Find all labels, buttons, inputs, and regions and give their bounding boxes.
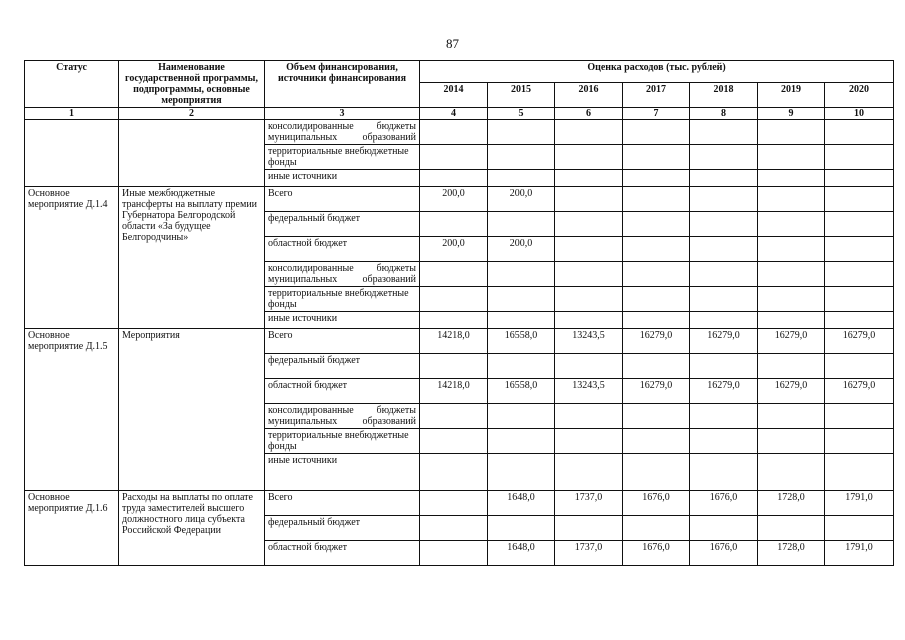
- value-cell: [555, 516, 623, 541]
- header-estimate: Оценка расходов (тыс. рублей): [420, 61, 894, 83]
- value-cell: [690, 516, 758, 541]
- value-cell: [825, 212, 894, 237]
- column-number: 3: [265, 108, 420, 120]
- value-cell: [623, 212, 690, 237]
- source-cell: Всего: [265, 329, 420, 354]
- value-cell: 200,0: [488, 237, 555, 262]
- source-cell: иные источники: [265, 454, 420, 491]
- status-cell: [25, 120, 119, 187]
- value-cell: [758, 237, 825, 262]
- column-number-row: [25, 108, 894, 120]
- value-cell: [488, 454, 555, 491]
- status-cell: Основное мероприятие Д.1.5: [25, 329, 119, 491]
- table-row: [25, 329, 894, 354]
- header-year: 2015: [488, 83, 555, 108]
- value-cell: [690, 354, 758, 379]
- table-header: [25, 61, 894, 120]
- value-cell: 14218,0: [420, 329, 488, 354]
- value-cell: [758, 454, 825, 491]
- column-number: 10: [825, 108, 894, 120]
- value-cell: [623, 429, 690, 454]
- value-cell: 16279,0: [825, 379, 894, 404]
- value-cell: [623, 312, 690, 329]
- value-cell: [690, 262, 758, 287]
- value-cell: [690, 312, 758, 329]
- value-cell: [420, 491, 488, 516]
- value-cell: [758, 516, 825, 541]
- value-cell: [623, 404, 690, 429]
- value-cell: [488, 312, 555, 329]
- source-cell: областной бюджет: [265, 379, 420, 404]
- value-cell: [758, 262, 825, 287]
- source-cell: консолидированные бюджеты муниципальных образований: [265, 404, 420, 429]
- value-cell: 1648,0: [488, 491, 555, 516]
- status-cell: Основное мероприятие Д.1.4: [25, 187, 119, 329]
- name-cell: [119, 120, 265, 187]
- source-cell: консолидированные бюджеты муниципальных образований: [265, 262, 420, 287]
- column-number: 7: [623, 108, 690, 120]
- value-cell: [825, 237, 894, 262]
- value-cell: [555, 212, 623, 237]
- header-year: 2014: [420, 83, 488, 108]
- value-cell: [420, 516, 488, 541]
- value-cell: [758, 354, 825, 379]
- value-cell: [825, 187, 894, 212]
- value-cell: [758, 187, 825, 212]
- value-cell: [623, 354, 690, 379]
- value-cell: [825, 287, 894, 312]
- value-cell: [420, 541, 488, 566]
- value-cell: [623, 262, 690, 287]
- value-cell: 16279,0: [758, 379, 825, 404]
- source-cell: областной бюджет: [265, 541, 420, 566]
- header-year: 2019: [758, 83, 825, 108]
- value-cell: [555, 187, 623, 212]
- column-number: 4: [420, 108, 488, 120]
- value-cell: [623, 516, 690, 541]
- column-number: 2: [119, 108, 265, 120]
- value-cell: 16279,0: [690, 329, 758, 354]
- value-cell: 1791,0: [825, 541, 894, 566]
- header-year: 2020: [825, 83, 894, 108]
- value-cell: [690, 187, 758, 212]
- value-cell: [488, 262, 555, 287]
- value-cell: [690, 287, 758, 312]
- value-cell: [623, 454, 690, 491]
- value-cell: [555, 287, 623, 312]
- value-cell: [555, 237, 623, 262]
- source-cell: территориальные внебюджетные фонды: [265, 145, 420, 170]
- value-cell: 16279,0: [690, 379, 758, 404]
- value-cell: 1648,0: [488, 541, 555, 566]
- value-cell: [623, 187, 690, 212]
- source-cell: федеральный бюджет: [265, 516, 420, 541]
- source-cell: консолидированные бюджеты муниципальных образований: [265, 120, 420, 145]
- value-cell: [825, 312, 894, 329]
- name-cell: Иные межбюджетные трансферты на выплату премии Губернатора Белгородской области «За будущее Белгородчины»: [119, 187, 265, 329]
- source-cell: иные источники: [265, 312, 420, 329]
- value-cell: [555, 454, 623, 491]
- value-cell: [758, 287, 825, 312]
- name-cell: Расходы на выплаты по оплате труда заместителей высшего должностного лица субъекта Российской Федерации: [119, 491, 265, 566]
- value-cell: [420, 354, 488, 379]
- source-cell: иные источники: [265, 170, 420, 187]
- value-cell: [420, 429, 488, 454]
- value-cell: [690, 404, 758, 429]
- value-cell: [488, 287, 555, 312]
- source-cell: Всего: [265, 491, 420, 516]
- value-cell: 14218,0: [420, 379, 488, 404]
- value-cell: 13243,5: [555, 329, 623, 354]
- value-cell: [420, 212, 488, 237]
- value-cell: [758, 429, 825, 454]
- value-cell: [623, 287, 690, 312]
- column-number: 6: [555, 108, 623, 120]
- value-cell: 16279,0: [623, 329, 690, 354]
- value-cell: 16279,0: [825, 329, 894, 354]
- budget-table: [24, 60, 894, 566]
- header-funding: Объем финансирования, источники финансирования: [265, 61, 420, 108]
- value-cell: 16279,0: [623, 379, 690, 404]
- header-year: 2018: [690, 83, 758, 108]
- value-cell: 1728,0: [758, 491, 825, 516]
- value-cell: [758, 212, 825, 237]
- value-cell: [825, 404, 894, 429]
- value-cell: [488, 404, 555, 429]
- value-cell: 1791,0: [825, 491, 894, 516]
- value-cell: 16558,0: [488, 329, 555, 354]
- value-cell: 16279,0: [758, 329, 825, 354]
- value-cell: [555, 404, 623, 429]
- header-name: Наименование государственной программы, подпрограммы, основные мероприятия: [119, 61, 265, 108]
- value-cell: [555, 429, 623, 454]
- header-row-main: [25, 61, 894, 83]
- status-cell: Основное мероприятие Д.1.6: [25, 491, 119, 566]
- source-cell: территориальные внебюджетные фонды: [265, 429, 420, 454]
- value-cell: [488, 516, 555, 541]
- page-number: 87: [446, 36, 459, 51]
- value-cell: [555, 354, 623, 379]
- column-number: 9: [758, 108, 825, 120]
- column-number: 5: [488, 108, 555, 120]
- value-cell: 1728,0: [758, 541, 825, 566]
- table-row: [25, 120, 894, 145]
- value-cell: [825, 262, 894, 287]
- table-body: [25, 120, 894, 566]
- value-cell: [825, 429, 894, 454]
- header-year: 2017: [623, 83, 690, 108]
- value-cell: 1676,0: [623, 491, 690, 516]
- value-cell: [420, 404, 488, 429]
- source-cell: Всего: [265, 187, 420, 212]
- value-cell: [555, 312, 623, 329]
- value-cell: [420, 287, 488, 312]
- value-cell: 200,0: [420, 187, 488, 212]
- value-cell: [825, 516, 894, 541]
- value-cell: [690, 212, 758, 237]
- column-number: 1: [25, 108, 119, 120]
- value-cell: [488, 429, 555, 454]
- value-cell: 1676,0: [623, 541, 690, 566]
- column-number: 8: [690, 108, 758, 120]
- table-row: [25, 491, 894, 516]
- header-year: 2016: [555, 83, 623, 108]
- value-cell: 16558,0: [488, 379, 555, 404]
- value-cell: [825, 354, 894, 379]
- value-cell: [690, 454, 758, 491]
- value-cell: [758, 312, 825, 329]
- value-cell: 1676,0: [690, 491, 758, 516]
- value-cell: [420, 454, 488, 491]
- name-cell: Мероприятия: [119, 329, 265, 491]
- value-cell: [488, 212, 555, 237]
- value-cell: [488, 354, 555, 379]
- value-cell: [690, 429, 758, 454]
- value-cell: 1737,0: [555, 491, 623, 516]
- source-cell: территориальные внебюджетные фонды: [265, 287, 420, 312]
- value-cell: [555, 262, 623, 287]
- source-cell: областной бюджет: [265, 237, 420, 262]
- source-cell: федеральный бюджет: [265, 212, 420, 237]
- value-cell: 1676,0: [690, 541, 758, 566]
- value-cell: 13243,5: [555, 379, 623, 404]
- value-cell: 200,0: [488, 187, 555, 212]
- value-cell: [690, 237, 758, 262]
- value-cell: 1737,0: [555, 541, 623, 566]
- source-cell: федеральный бюджет: [265, 354, 420, 379]
- value-cell: [420, 312, 488, 329]
- table-row: [25, 187, 894, 212]
- header-status: Статус: [25, 61, 119, 108]
- value-cell: [758, 404, 825, 429]
- value-cell: [420, 262, 488, 287]
- value-cell: 200,0: [420, 237, 488, 262]
- value-cell: [825, 454, 894, 491]
- value-cell: [623, 237, 690, 262]
